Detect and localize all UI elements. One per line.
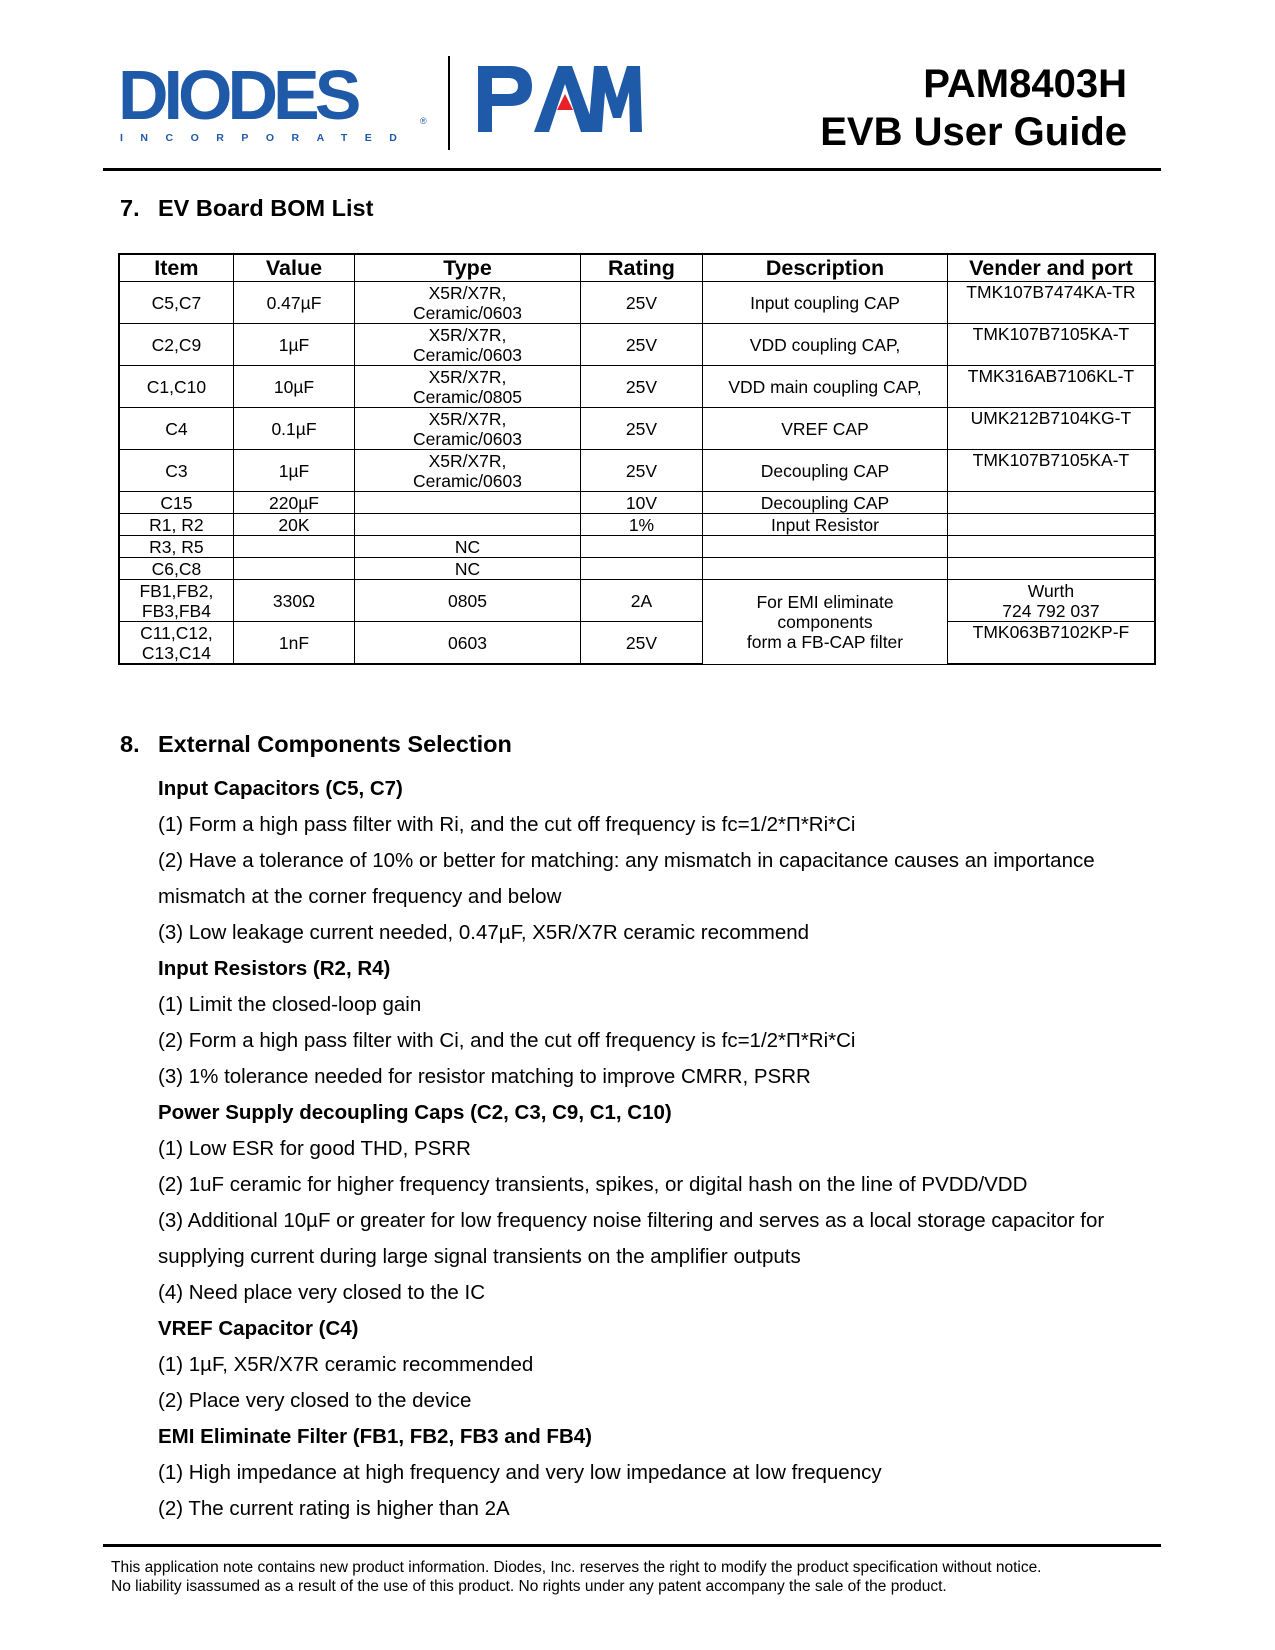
table-cell-vendor	[947, 450, 1155, 492]
table-cell-value: 10µF	[233, 366, 354, 408]
table-cell-type	[355, 514, 581, 536]
cell-line: Input coupling CAP	[750, 292, 900, 313]
logo-separator	[448, 56, 450, 150]
paragraph-line: (2) Form a high pass filter with Ci, and the cut off frequency is fc=1/2*Π*Ri*Ci	[158, 1029, 856, 1052]
cell-line: TMK107B7105KA-T	[972, 450, 1130, 470]
cell-line: Ceramic/0603	[413, 344, 522, 365]
paragraph-line: (1) Low ESR for good THD, PSRR	[158, 1137, 471, 1160]
bom-section-heading	[120, 194, 373, 222]
table-row	[119, 558, 1155, 580]
cell-line: X5R/X7R,	[428, 450, 507, 471]
document-title	[820, 60, 1127, 156]
table-cell-description	[703, 282, 948, 324]
table-row	[119, 580, 1155, 622]
table-cell-rating: 25V	[580, 450, 702, 492]
table-row	[119, 492, 1155, 514]
cell-line: Ceramic/0603	[413, 302, 522, 323]
section-number: 7.	[120, 195, 140, 221]
paragraph-line: (2) Have a tolerance of 10% or better for matching: any mismatch in capacitance causes an importance	[158, 849, 1095, 872]
table-cell-rating: 25V	[580, 366, 702, 408]
table-cell-description	[703, 536, 948, 558]
table-cell-item	[119, 580, 233, 622]
cell-line: FB3,FB4	[141, 600, 211, 621]
cell-line: C13,C14	[141, 642, 211, 663]
section-number: 8.	[120, 731, 140, 757]
column-header-description: Description	[703, 254, 948, 282]
bom-table	[118, 253, 1156, 665]
table-cell-rating: 25V	[580, 282, 702, 324]
footer-disclaimer	[111, 1558, 1042, 1596]
footer-line-1: This application note contains new product information. Diodes, Inc. reserves the right to modify the product specification without notice.	[111, 1559, 1042, 1576]
header-rule	[103, 168, 1161, 171]
table-cell-value: 20K	[233, 514, 354, 536]
cell-line: NC	[454, 536, 481, 557]
column-header-item: Item	[119, 254, 233, 282]
cell-line: C4	[165, 418, 188, 439]
selection-body	[158, 771, 1158, 1527]
table-cell-item	[119, 514, 233, 536]
table-cell-type	[355, 492, 581, 514]
table-cell-value: 0.1µF	[233, 408, 354, 450]
cell-line: C3	[165, 460, 188, 481]
cell-line: C2,C9	[151, 334, 202, 355]
cell-line: R1, R2	[149, 514, 204, 535]
table-cell-rating: 25V	[580, 324, 702, 366]
table-row	[119, 282, 1155, 324]
paragraph-line: supplying current during large signal transients on the amplifier outputs	[158, 1245, 801, 1268]
table-cell-value: 1µF	[233, 324, 354, 366]
bom-header-row	[119, 254, 1155, 282]
pam-logo	[478, 66, 642, 137]
cell-line: 724 792 037	[1002, 600, 1100, 621]
table-cell-item	[119, 492, 233, 514]
cell-line: VDD main coupling CAP,	[728, 376, 922, 397]
cell-line: Ceramic/0603	[413, 470, 522, 491]
table-row	[119, 450, 1155, 492]
cell-line: VREF CAP	[781, 418, 869, 439]
paragraph-line: mismatch at the corner frequency and below	[158, 885, 562, 908]
table-cell-vendor	[947, 558, 1155, 580]
table-cell-vendor	[947, 366, 1155, 408]
table-cell-rating: 2A	[580, 580, 702, 622]
paragraph-line: (3) 1% tolerance needed for resistor matching to improve CMRR, PSRR	[158, 1065, 811, 1088]
table-cell-description	[703, 580, 948, 665]
cell-line: C5,C7	[151, 292, 202, 313]
table-cell-description	[703, 408, 948, 450]
cell-line: C6,C8	[151, 558, 202, 579]
subsection-heading: VREF Capacitor (C4)	[158, 1317, 359, 1340]
table-cell-description	[703, 492, 948, 514]
cell-line: Decoupling CAP	[760, 492, 890, 513]
diodes-logo-wordmark: DIODES	[118, 56, 357, 134]
table-cell-item	[119, 536, 233, 558]
subsection-heading: Power Supply decoupling Caps (C2, C3, C9, C1, C10)	[158, 1101, 672, 1124]
cell-line: Wurth	[1027, 580, 1075, 601]
table-cell-value: 220µF	[233, 492, 354, 514]
table-row	[119, 622, 1155, 665]
column-header-vendor: Vender and port	[947, 254, 1155, 282]
cell-line: Decoupling CAP	[760, 460, 890, 481]
paragraph-line: (3) Additional 10µF or greater for low frequency noise filtering and serves as a local storage capacitor for	[158, 1209, 1105, 1232]
cell-line: form a FB-CAP filter	[746, 631, 904, 652]
table-cell-value: 330Ω	[233, 580, 354, 622]
cell-line: TMK107B7105KA-T	[972, 324, 1130, 344]
cell-line: X5R/X7R,	[428, 324, 507, 345]
table-cell-item	[119, 324, 233, 366]
title-line-1: PAM8403H	[923, 62, 1127, 106]
cell-line: TMK107B7474KA-TR	[966, 282, 1136, 302]
column-header-value: Value	[233, 254, 354, 282]
cell-line: C1,C10	[146, 376, 207, 397]
cell-line: UMK212B7104KG-T	[970, 408, 1132, 428]
table-cell-rating	[580, 558, 702, 580]
table-cell-type	[355, 450, 581, 492]
column-header-type: Type	[355, 254, 581, 282]
paragraph-line: (4) Need place very closed to the IC	[158, 1281, 486, 1304]
cell-line: 0603	[448, 632, 487, 653]
table-cell-vendor	[947, 324, 1155, 366]
table-cell-rating	[580, 536, 702, 558]
diodes-logo-subtitle: INCORPORATED	[120, 132, 415, 144]
subsection-heading: Input Capacitors (C5, C7)	[158, 777, 403, 800]
table-cell-type	[355, 324, 581, 366]
table-cell-item	[119, 622, 233, 665]
section-title: External Components Selection	[158, 731, 512, 757]
table-cell-type	[355, 366, 581, 408]
table-cell-rating: 10V	[580, 492, 702, 514]
cell-line: TMK063B7102KP-F	[972, 622, 1130, 642]
cell-line: components	[777, 611, 873, 632]
table-cell-item	[119, 408, 233, 450]
table-cell-description	[703, 366, 948, 408]
paragraph-line: (1) 1µF, X5R/X7R ceramic recommended	[158, 1353, 534, 1376]
paragraph-line: (1) High impedance at high frequency and very low impedance at low frequency	[158, 1461, 882, 1484]
table-cell-description	[703, 450, 948, 492]
table-cell-value: 1nF	[233, 622, 354, 665]
table-row	[119, 324, 1155, 366]
table-cell-vendor	[947, 408, 1155, 450]
table-cell-vendor	[947, 536, 1155, 558]
table-row	[119, 366, 1155, 408]
subsection-heading: Input Resistors (R2, R4)	[158, 957, 391, 980]
table-cell-item	[119, 558, 233, 580]
section-title: EV Board BOM List	[158, 195, 374, 221]
paragraph-line: (3) Low leakage current needed, 0.47µF, X5R/X7R ceramic recommend	[158, 921, 810, 944]
cell-line: FB1,FB2,	[139, 580, 214, 601]
cell-line: VDD coupling CAP,	[749, 334, 901, 355]
paragraph-line: (1) Limit the closed-loop gain	[158, 993, 422, 1016]
table-cell-rating: 25V	[580, 622, 702, 665]
table-cell-type	[355, 580, 581, 622]
cell-line: X5R/X7R,	[428, 282, 507, 303]
table-cell-type	[355, 536, 581, 558]
table-cell-description	[703, 514, 948, 536]
paragraph-line: (2) Place very closed to the device	[158, 1389, 472, 1412]
table-cell-rating: 25V	[580, 408, 702, 450]
table-cell-type	[355, 282, 581, 324]
cell-line: For EMI eliminate	[756, 591, 894, 612]
table-cell-item	[119, 366, 233, 408]
table-cell-type	[355, 622, 581, 665]
table-cell-vendor	[947, 514, 1155, 536]
cell-line: Ceramic/0805	[413, 386, 522, 407]
table-row	[119, 514, 1155, 536]
cell-line: R3, R5	[149, 536, 204, 557]
cell-line: 0805	[448, 590, 487, 611]
table-cell-vendor	[947, 492, 1155, 514]
title-line-2: EVB User Guide	[820, 110, 1127, 154]
table-cell-type	[355, 408, 581, 450]
cell-line: Input Resistor	[771, 514, 879, 535]
cell-line: C15	[160, 492, 193, 513]
table-row	[119, 536, 1155, 558]
bom-table-body	[119, 282, 1155, 665]
cell-line: X5R/X7R,	[428, 408, 507, 429]
table-cell-vendor	[947, 622, 1155, 665]
cell-line: C11,C12,	[140, 622, 213, 643]
table-cell-value	[233, 536, 354, 558]
table-cell-value: 0.47µF	[233, 282, 354, 324]
cell-line: TMK316AB7106KL-T	[967, 366, 1135, 386]
table-cell-item	[119, 450, 233, 492]
table-cell-value	[233, 558, 354, 580]
paragraph-line: (2) The current rating is higher than 2A	[158, 1497, 510, 1520]
footer-rule	[103, 1544, 1161, 1547]
cell-line: NC	[454, 558, 481, 579]
table-cell-type	[355, 558, 581, 580]
table-cell-rating: 1%	[580, 514, 702, 536]
pam-logo-mark	[478, 66, 642, 132]
cell-line: X5R/X7R,	[428, 366, 507, 387]
table-cell-item	[119, 282, 233, 324]
table-row	[119, 408, 1155, 450]
cell-line: Ceramic/0603	[413, 428, 522, 449]
registered-mark: ®	[420, 116, 427, 126]
table-cell-value: 1µF	[233, 450, 354, 492]
table-cell-description	[703, 324, 948, 366]
column-header-rating: Rating	[580, 254, 702, 282]
subsection-heading: EMI Eliminate Filter (FB1, FB2, FB3 and FB4)	[158, 1425, 592, 1448]
footer-line-2: No liability isassumed as a result of the use of this product. No rights under any patent accompany the sale of the product.	[111, 1578, 947, 1595]
table-cell-description	[703, 558, 948, 580]
paragraph-line: (1) Form a high pass filter with Ri, and the cut off frequency is fc=1/2*Π*Ri*Ci	[158, 813, 856, 836]
diodes-logo	[118, 56, 427, 144]
paragraph-line: (2) 1uF ceramic for higher frequency transients, spikes, or digital hash on the line of PVDD/VDD	[158, 1173, 1028, 1196]
table-cell-vendor	[947, 282, 1155, 324]
selection-section-heading	[120, 730, 512, 758]
table-cell-vendor	[947, 580, 1155, 622]
